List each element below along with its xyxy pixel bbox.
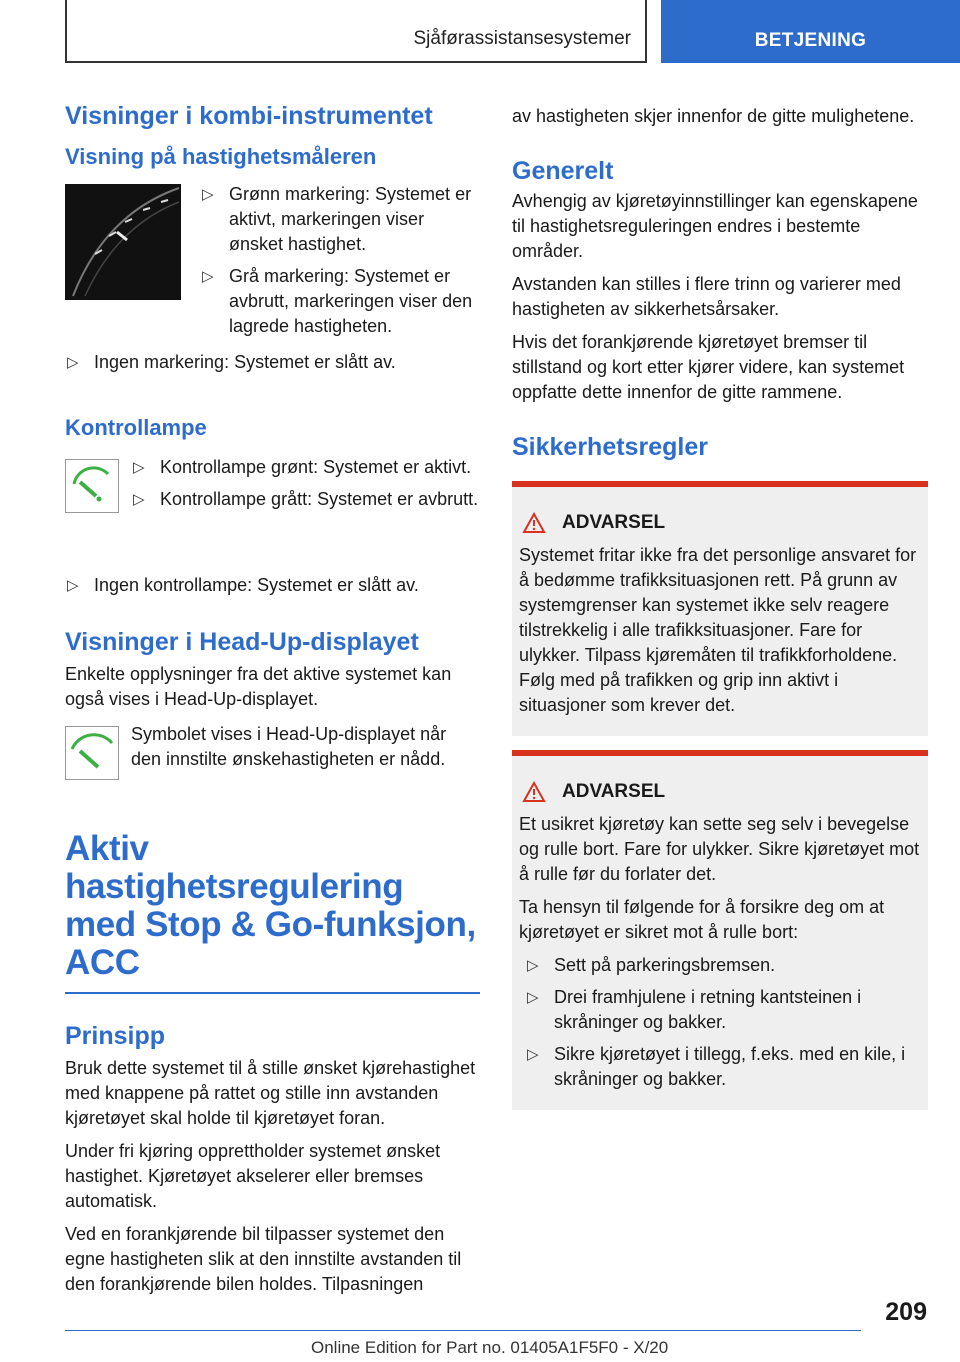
heading-kontrollampe: Kontrollampe [65, 415, 207, 440]
list-item: ▷ Sett på parkeringsbremsen. [525, 953, 920, 978]
left-column [65, 100, 480, 1297]
list-item: ▷ Kontrollampe grønt: Systemet er aktivt. [131, 455, 480, 480]
hud-symbol-text: Symbolet vises i Head-Up-displayet når den innstilte ønskehastigheten er nådd. [131, 724, 447, 769]
list-item: ▷ Sikre kjøretøyet i tillegg, f.eks. med en kile, i skråninger og bakker. [525, 1042, 920, 1092]
right-column [512, 104, 928, 1110]
list-item: ▷ Ingen markering: Systemet er slått av. [65, 350, 480, 375]
list-item: ▷ Kontrollampe grått: Systemet er avbrutt. [131, 487, 480, 512]
warning-text: Systemet fritar ikke fra det personlige ansvaret for å bedømme trafikksituasjonen rett. På grunn av systemgrenser kan systemet ikke selv reagere tilstrekkelig i alle trafikksituasjoner. Fare for ulykker. Tilpass kjøremåten til trafikkforholdene. Følg med på trafikken og grip inn aktivt i situasjoner som krever det. [519, 545, 917, 715]
lamp-icon-box [65, 459, 119, 513]
header-chapter-tab[interactable]: BETJENING [661, 0, 960, 63]
generelt-paragraph: Hvis det forankjørende kjøretøyet bremser til stillstand og kort etter kjører videre, kan systemet oppfatte dette innenfor de gitte rammene. [512, 332, 905, 402]
warning-text: Ta hensyn til følgende for å forsikre deg om at kjøretøyet er sikret mot å rulle bort: [519, 897, 885, 942]
header-box [65, 0, 647, 63]
generelt-paragraph: Avstanden kan stilles i flere trinn og varierer med hastigheten av sikkerhetsårsaker. [512, 274, 901, 319]
continuation-text: av hastigheten skjer innenfor de gitte mulighetene. [512, 106, 915, 126]
heading-head-up: Visninger i Head-Up-displayet [65, 628, 419, 656]
list-item: ▷ Grå markering: Systemet er avbrutt, markeringen viser den lagrede hastigheten. [200, 264, 480, 339]
heading-kombi-instrument: Visninger i kombi-instrumentet [65, 102, 433, 130]
warning-triangle-icon [522, 781, 546, 803]
warning-box-2 [512, 750, 928, 1110]
heading-prinsipp: Prinsipp [65, 1022, 166, 1050]
hud-block [65, 722, 480, 784]
acc-hud-green-icon [66, 727, 118, 779]
warning-text: Et usikret kjøretøy kan sette seg selv i bevegelse og rulle bort. Fare for ulykker. Sikre kjøretøyet mot å rulle før du forlater det. [519, 814, 920, 884]
heading-speedometer: Visning på hastighetsmåleren [65, 144, 377, 169]
list-item: ▷ Ingen kontrollampe: Systemet er slått av. [65, 573, 480, 598]
edition-footer: Online Edition for Part no. 01405A1F5F0 - X/20 [311, 1338, 669, 1357]
speedometer-image [65, 184, 181, 300]
warning-title [519, 780, 920, 804]
warning-title [519, 511, 920, 535]
acc-gauge-green-icon [66, 460, 118, 512]
heading-acc: Aktiv hastighetsregulering med Stop & Go-funksjon, ACC [65, 829, 476, 982]
list-item: ▷ Grønn markering: Systemet er aktivt, markeringen viser ønsket hastighet. [200, 182, 480, 257]
warning-box-1 [512, 481, 928, 736]
list-item: ▷ Drei framhjulene i retning kantsteinen i skråninger og bakker. [525, 985, 920, 1035]
header-section-title: Sjåførassistansesystemer [413, 28, 631, 49]
footer-rule [65, 1330, 861, 1331]
warning-triangle-icon [522, 512, 546, 534]
page-number: 209 [885, 1298, 927, 1326]
speedometer-arc-icon [65, 184, 181, 300]
heading-generelt: Generelt [512, 157, 614, 185]
warning-title-text: ADVARSEL [562, 781, 666, 802]
generelt-paragraph: Avhengig av kjøretøyinnstillinger kan egenskapene til hastighetsreguleringen endres i bestemte områder. [512, 191, 918, 261]
lamp-block [65, 455, 480, 565]
prinsipp-paragraph: Under fri kjøring opprettholder systemet ønsket hastighet. Kjøretøyet akselerer eller bremses automatisk. [65, 1141, 441, 1211]
speedometer-block [65, 182, 480, 342]
heading-sikkerhetsregler: Sikkerhetsregler [512, 433, 708, 461]
section-rule [65, 992, 480, 994]
warning-title-text: ADVARSEL [562, 512, 666, 533]
prinsipp-paragraph: Ved en forankjørende bil tilpasser systemet den egne hastigheten slik at den innstilte avstanden til den forankjørende bilen holdes. Tilpasningen [65, 1224, 462, 1294]
prinsipp-paragraph: Bruk dette systemet til å stille ønsket kjørehastighet med knappene på rattet og stille inn avstanden kjøretøyet skal holde til kjøretøyet foran. [65, 1058, 476, 1128]
hud-text: Enkelte opplysninger fra det aktive systemet kan også vises i Head-Up-displayet. [65, 664, 452, 709]
hud-icon-box [65, 726, 119, 780]
